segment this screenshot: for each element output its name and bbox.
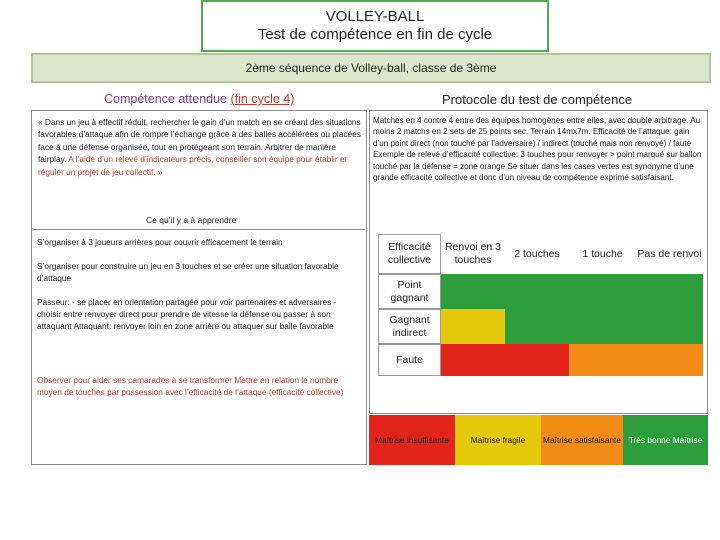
grid-cell-green: [636, 274, 703, 309]
grid-row-label: Gagnant indirect: [378, 309, 441, 344]
grid-col-header: 1 touche: [569, 234, 636, 274]
competence-text-main: « Dans un jeu à effectif réduit, rechercher le gain d’un match en se créant des situations favorables d’attaque afin de rompre l’échange grâce à des balles accélérées ou placées face à une défense organisée, tout en protégeant son terrain. Arbitrer de manière fairplay.: [38, 117, 361, 165]
title-box: [201, 0, 549, 52]
grid-col-header: Renvoi en 3 touches: [441, 234, 505, 274]
grid-row-label: Faute: [378, 344, 441, 376]
page-subtitle: Test de compétence en fin de cycle: [257, 26, 493, 43]
grid-cell-green: [505, 309, 569, 344]
efficacy-grid: [378, 234, 703, 376]
grid-cell-yellow: [441, 309, 505, 344]
sequence-banner: 2ème séquence de Volley-ball, classe de 3ème: [31, 53, 711, 83]
grid-cell-green: [569, 274, 636, 309]
grid-cell-red: [441, 344, 505, 376]
grid-corner: Efficacité collective: [378, 234, 441, 274]
competence-heading-main: Compétence attendue: [104, 92, 231, 106]
grid-cell-green: [636, 309, 703, 344]
grid-cell-orange: [636, 344, 703, 376]
grid-row-label: Point gagnant: [378, 274, 441, 309]
observe-text: Observer pour aider ses camarades à se transformer Mettre en relation le nombre moyen de touches par possession avec l’efficacité de l’attaque (efficacité collective): [37, 375, 344, 397]
grid-cell-green: [569, 309, 636, 344]
competence-text: [38, 116, 363, 178]
learn-divider: [33, 229, 365, 230]
learn-item: S’organiser pour construire un jeu en 3 touches et se créer une situation favorable d’attaque: [37, 261, 339, 283]
grid-col-header: 2 touches: [505, 234, 569, 274]
competence-text-red: A l’aide d’un relevé d’indicateurs précis, conseiller son équipe pour établir et réguler un projet de jeu collectif. »: [38, 154, 347, 177]
learn-label: Ce qu’il y a à apprendre: [146, 215, 237, 225]
legend-insuffisante: Maîtrise insuffisante: [369, 415, 455, 465]
legend-tres-bonne: Très bonne Maîtrise: [623, 415, 708, 465]
learn-item: Passeur: - se placer en orientation partagée pour voir partenaires et adversaires - choisir entre renvoyer direct pour prendre de vitesse la défense ou passer à son attaquant Attaquant: renvoyer loin en zone arrière ou attaquer sur balle favorable: [37, 297, 337, 331]
page-title: VOLLEY-BALL: [325, 8, 425, 25]
grid-col-header: Pas de renvoi: [636, 234, 703, 274]
protocole-heading: Protocole du test de compétence: [442, 92, 633, 107]
learn-item: S’organiser à 3 joueurs arrières pour couvrir efficacement le terrain: [37, 237, 283, 247]
competence-heading: [104, 92, 294, 106]
learn-list: [37, 236, 362, 332]
legend-fragile: Maîtrise fragile: [455, 415, 541, 465]
protocole-text: Matches en 4 contre 4 entre des équipes homogènes entre elles, avec double arbitrage. Au moins 2 matchs en 2 sets de 25 points sec. Terrain 14mx7m. Efficacité de l’attaque: gain d’un point direct (non touché par l’adversaire) / indirect (touché mais non renvoyé) / faute Exemple de relevé d’efficacité collective: 3 touches pour renvoyer > point marqué sur ballon touché par la défense = zone orange Se situer dans les cases vertes est synonyme d’une grande efficacité collective et donc d’un niveau de compétence exprimé satisfaisant.: [373, 116, 702, 183]
legend-satisfaisante: Maîtrise satisfaisante: [541, 415, 623, 465]
competence-heading-sub: (fin cycle 4): [230, 92, 295, 106]
grid-cell-green: [441, 274, 505, 309]
grid-cell-green: [505, 274, 569, 309]
grid-cell-red: [505, 344, 569, 376]
grid-cell-orange: [569, 344, 636, 376]
